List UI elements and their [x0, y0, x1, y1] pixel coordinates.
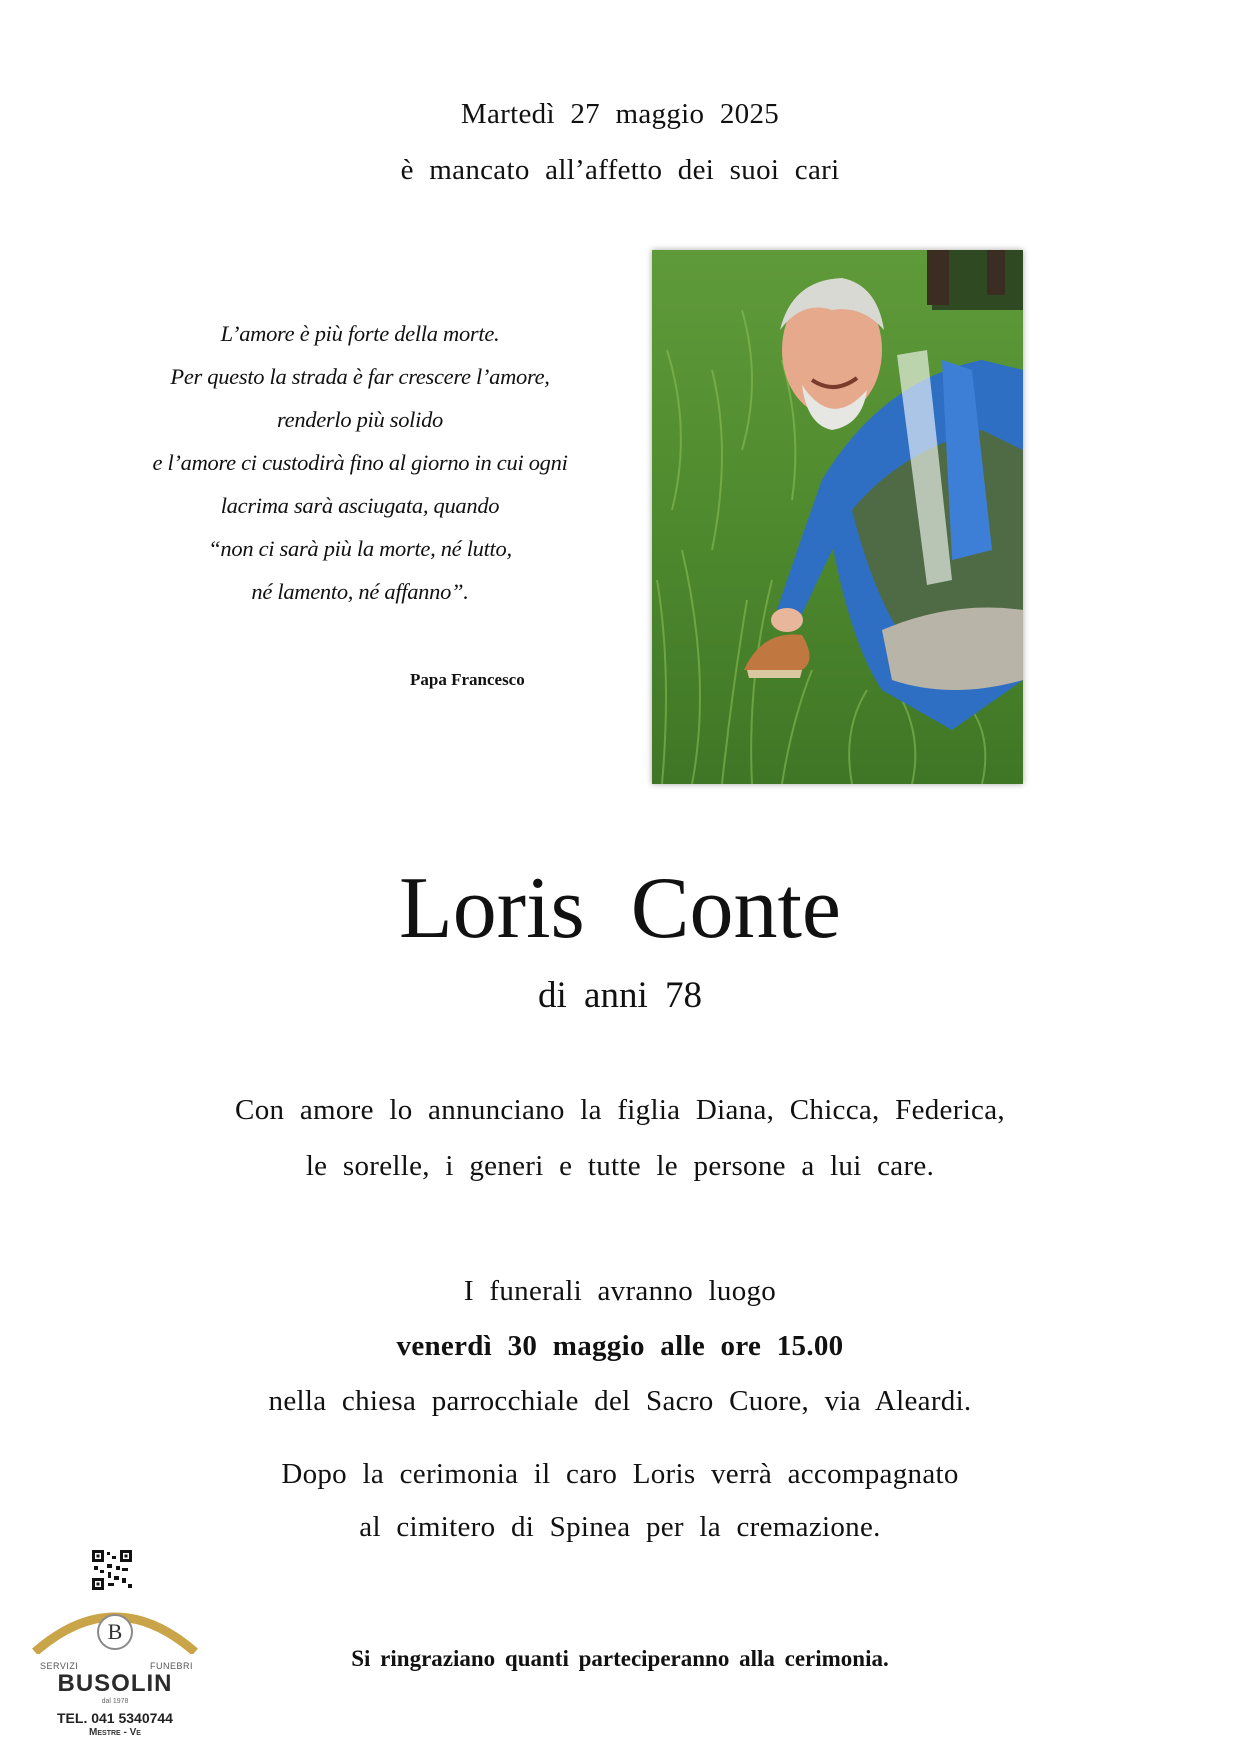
subtitle: è mancato all’affetto dei suoi cari: [400, 154, 840, 186]
announcement-line-1: Con amore lo annunciano la figlia Diana, Chicca, Federica,: [235, 1094, 1005, 1126]
logo-name: BUSOLIN: [57, 1670, 173, 1697]
quote-line: L’amore è più forte della morte.: [220, 321, 500, 346]
date-line: Martedì 27 maggio 2025: [460, 98, 780, 130]
quote-line: “non ci sarà più la morte, né lutto,: [208, 536, 512, 561]
logo-city: Mestre - Ve: [89, 1727, 141, 1738]
quote-block: [110, 312, 610, 613]
logo-phone[interactable]: TEL. 041 5340744: [57, 1710, 173, 1726]
logo-funebri: FUNEBRI: [150, 1661, 194, 1671]
qr-code-icon[interactable]: [92, 1550, 132, 1590]
quote-line: lacrima sarà asciugata, quando: [220, 493, 500, 518]
funeral-datetime: venerdì 30 maggio alle ore 15.00: [396, 1330, 844, 1362]
portrait-photo: [652, 250, 1023, 784]
monogram: B: [107, 1619, 123, 1644]
quote-line: renderlo più solido: [277, 407, 443, 432]
quote-line: né lamento, né affanno”.: [251, 579, 469, 604]
ceremony-after-line-2: al cimitero di Spinea per la cremazione.: [359, 1511, 881, 1543]
portrait-illustration: [652, 250, 1023, 784]
funeral-place: nella chiesa parrocchiale del Sacro Cuore, via Aleardi.: [268, 1385, 972, 1417]
logo-servizi: SERVIZI: [40, 1661, 79, 1671]
quote-author: Papa Francesco: [410, 670, 525, 689]
announcement-line-2: le sorelle, i generi e tutte le persone a lui care.: [305, 1150, 935, 1182]
funeral-home-logo: [30, 1550, 200, 1740]
logo-since: dal 1978: [101, 1698, 129, 1705]
deceased-name: Loris Conte: [399, 860, 841, 957]
quote-line: Per questo la strada è far crescere l’amore,: [170, 364, 550, 389]
ceremony-after-line-1: Dopo la cerimonia il caro Loris verrà accompagnato: [281, 1458, 959, 1490]
funeral-intro: I funerali avranno luogo: [463, 1275, 777, 1307]
thanks-line: Si ringraziano quanti parteciperanno alla cerimonia.: [351, 1646, 889, 1671]
deceased-age: di anni 78: [538, 975, 702, 1016]
quote-line: e l’amore ci custodirà fino al giorno in cui ogni: [152, 450, 568, 475]
